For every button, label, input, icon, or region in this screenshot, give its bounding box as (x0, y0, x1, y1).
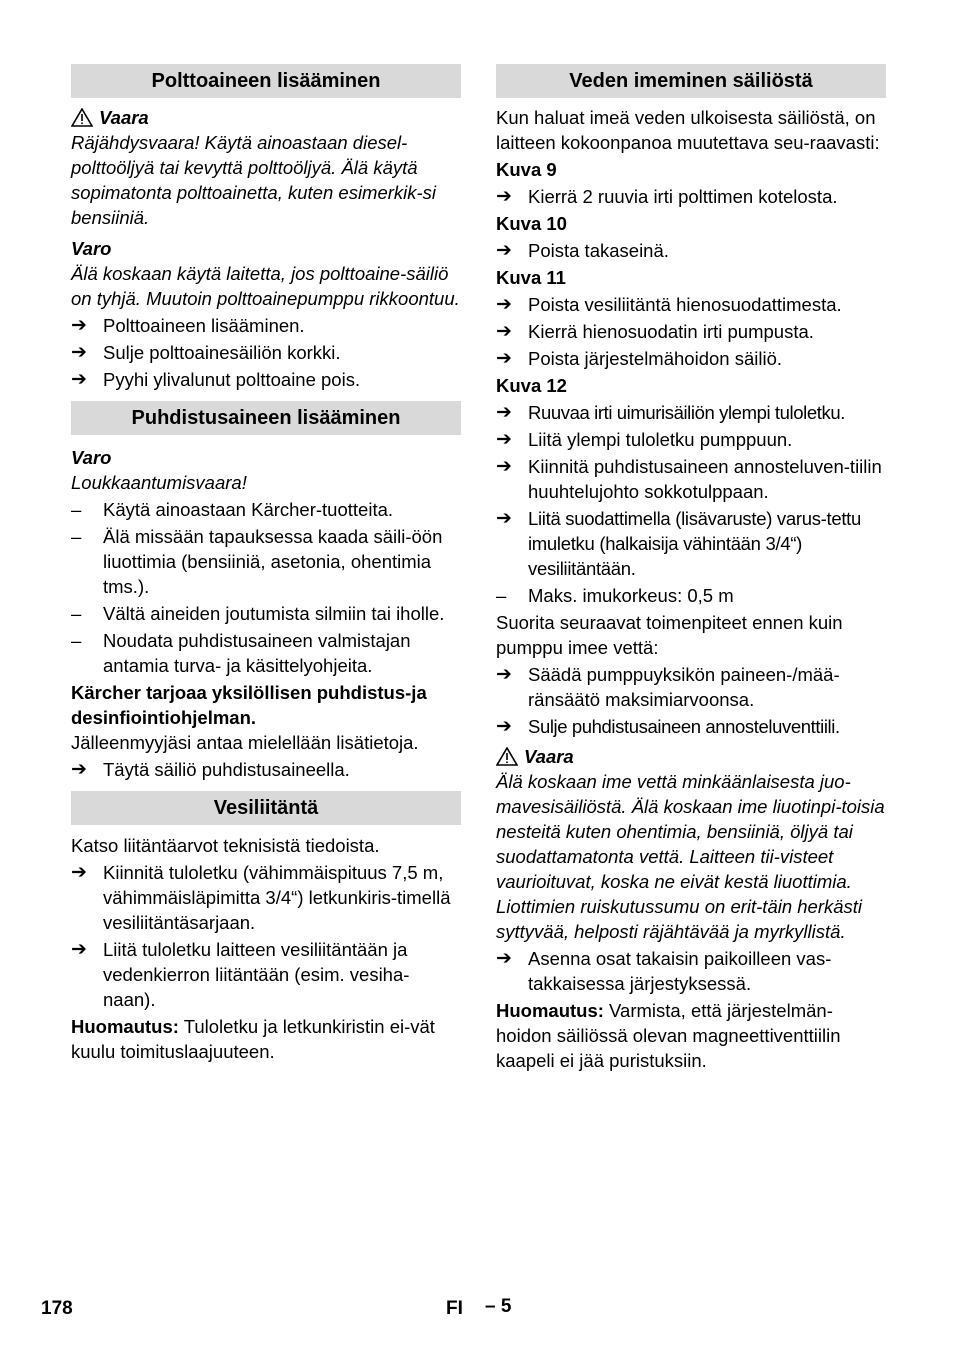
arrow-icon: ➔ (71, 939, 87, 960)
caution-text: Loukkaantumisvaara! (71, 472, 247, 493)
list-item: ➔ Kierrä 2 ruuvia irti polttimen kotelosta. (496, 186, 838, 207)
list-item: – Noudata puhdistusaineen valmistajan antamia turva- ja käsittelyohjeita. (71, 630, 411, 676)
list-item: ➔ Ruuvaa irti uimurisäiliön ylempi tuloletku. (496, 402, 845, 423)
arrow-icon: ➔ (496, 948, 512, 969)
list-item: ➔ Poista vesiliitäntä hienosuodattimesta. (496, 294, 842, 315)
warning-title: Vaara (99, 107, 149, 128)
page-number: 178 (41, 1298, 73, 1319)
list-item: ➔ Poista järjestelmähoidon säiliö. (496, 348, 782, 369)
section-heading-water: Vesiliitäntä (71, 791, 461, 825)
list-item: ➔ Pyyhi ylivalunut polttoaine pois. (71, 369, 361, 390)
detergent-dash-list (71, 497, 461, 678)
suction-intro: Kun haluat imeä veden ulkoisesta säiliöstä, on laitteen kokoonpanoa muutettava seu-raavasti: (496, 107, 880, 153)
list-item: ➔ Täytä säiliö puhdistusaineella. (71, 759, 350, 780)
section-page-number: – 5 (485, 1296, 512, 1317)
list-item: ➔ Poista takaseinä. (496, 240, 669, 261)
water-steps-list (71, 860, 461, 1012)
arrow-icon: ➔ (496, 240, 512, 261)
caution-heading: Varo (71, 447, 112, 468)
section-heading-detergent: Puhdistusaineen lisääminen (71, 401, 461, 435)
warning-text: Älä koskaan ime vettä minkäänlaisesta juo-mavesisäiliöstä. Älä koskaan ime liuotinpi-toisia nesteitä kuten ohentimia, bensiiniä, öljyä tai suodattamatonta vettä. Laitteen tii-visteet vaurioituvat, koska ne eivät kestä liuottimia. Liottimien ruiskutussumu on erit-täin herkästi syttyvää, helposti räjähtävää ja myrkyllistä. (496, 771, 885, 942)
list-item: ➔ Liitä tuloletku laitteen vesiliitäntään ja vedenkierron liitäntään (esim. vesiha-naan). (71, 939, 410, 1010)
arrow-icon: ➔ (496, 716, 512, 737)
arrow-icon: ➔ (71, 369, 87, 390)
caution-text: Älä koskaan käytä laitetta, jos polttoaine-säiliö on tyhjä. Muutoin polttoainepumppu rikkoontuu. (71, 263, 460, 309)
warning-heading (496, 744, 886, 769)
list-item: ➔ Sulje polttoainesäiliön korkki. (71, 342, 341, 363)
list-item: ➔ Asenna osat takaisin paikoilleen vas-takkaisessa järjestyksessä. (496, 948, 832, 994)
arrow-icon: ➔ (496, 456, 512, 477)
list-item: ➔ Kiinnitä tuloletku (vähimmäispituus 7,5 m, vähimmäisläpimitta 3/4“) letkunkiris-timellä vesiliitäntäsarjaan. (71, 862, 451, 933)
warning-triangle-icon (496, 747, 518, 766)
list-item: ➔ Liitä suodattimella (lisävaruste) varus-tettu imuletku (halkaisija vähintään 3/4“) vesiliitäntään. (496, 508, 862, 579)
list-item: – Maks. imukorkeus: 0,5 m (496, 585, 734, 606)
caution-heading: Varo (71, 238, 112, 259)
left-column (71, 64, 461, 1064)
list-item: ➔ Kiinnitä puhdistusaineen annosteluven-tiilin huuhtelujohto sokkotulppaan. (496, 456, 882, 502)
arrow-icon: ➔ (496, 294, 512, 315)
warning-title: Vaara (524, 746, 574, 767)
warning-triangle-icon (71, 108, 93, 127)
suction-note: Huomautus: Varmista, että järjestelmän-hoidon säiliössä olevan magneettiventtiilin kaapeli ei jää puristuksiin. (496, 1000, 841, 1071)
arrow-icon: ➔ (71, 342, 87, 363)
language-code: FI (446, 1298, 463, 1319)
arrow-icon: ➔ (71, 862, 87, 883)
list-item: ➔ Kierrä hienosuodatin irti pumpusta. (496, 321, 814, 342)
dealer-note: Jälleenmyyjäsi antaa mielellään lisätietoja. (71, 732, 419, 753)
arrow-icon: ➔ (496, 402, 512, 423)
list-item: – Käytä ainoastaan Kärcher-tuotteita. (71, 499, 394, 520)
arrow-icon: ➔ (71, 759, 87, 780)
arrow-icon: ➔ (71, 315, 87, 336)
list-item: ➔ Liitä ylempi tuloletku pumppuun. (496, 429, 793, 450)
list-item: ➔ Polttoaineen lisääminen. (71, 315, 305, 336)
figure-label: Kuva 9 (496, 159, 557, 180)
section-heading-suction: Veden imeminen säiliöstä (496, 64, 886, 98)
arrow-icon: ➔ (496, 321, 512, 342)
dash-icon: – (71, 526, 82, 547)
dash-icon: – (71, 499, 82, 520)
warning-text: Räjähdysvaara! Käytä ainoastaan diesel-polttoöljyä tai kevyttä polttoöljyä. Älä käytä sopimatonta polttoainetta, kuten esimerkik-si bensiiniä. (71, 132, 437, 228)
figure-label: Kuva 12 (496, 375, 567, 396)
fuel-steps-list (71, 313, 461, 392)
dash-icon: – (496, 585, 507, 606)
water-intro: Katso liitäntäarvot teknisistä tiedoista. (71, 835, 380, 856)
arrow-icon: ➔ (496, 186, 512, 207)
arrow-icon: ➔ (496, 508, 512, 529)
figure-label: Kuva 10 (496, 213, 567, 234)
water-note: Huomautus: Tuloletku ja letkunkiristin ei-vät kuulu toimituslaajuuteen. (71, 1016, 435, 1062)
section-heading-fuel: Polttoaineen lisääminen (71, 64, 461, 98)
dash-icon: – (71, 603, 82, 624)
list-item: – Vältä aineiden joutumista silmiin tai iholle. (71, 603, 445, 624)
list-item: ➔ Säädä pumppuyksikön paineen-/mää-ränsäätö maksimiarvoonsa. (496, 664, 840, 710)
list-item: – Älä missään tapauksessa kaada säili-öön liuottimia (bensiiniä, asetonia, ohentimia tms.). (71, 526, 443, 597)
list-item: ➔ Sulje puhdistusaineen annosteluventtiili. (496, 716, 840, 737)
figure-label: Kuva 11 (496, 267, 566, 288)
program-note: Kärcher tarjoaa yksilöllisen puhdistus-ja desinfiointiohjelman. (71, 682, 427, 728)
arrow-icon: ➔ (496, 429, 512, 450)
before-pumping-text: Suorita seuraavat toimenpiteet ennen kuin pumppu imee vettä: (496, 612, 843, 658)
warning-heading (71, 105, 461, 130)
right-column (496, 64, 886, 1073)
arrow-icon: ➔ (496, 664, 512, 685)
arrow-icon: ➔ (496, 348, 512, 369)
dash-icon: – (71, 630, 82, 651)
